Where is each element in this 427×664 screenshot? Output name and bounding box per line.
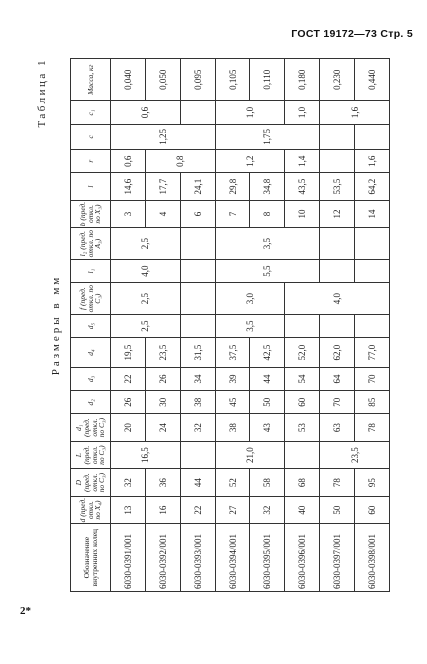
cell-d4: 19,5 [111,338,146,368]
cell-D: 68 [285,469,320,496]
cell-designation: 6030-0391/001 [111,524,146,592]
cell-designation: 6030-0396/001 [285,524,320,592]
cell-b: 4 [145,200,180,227]
cell-mass: 0,110 [250,59,285,101]
cell-l2 [320,228,355,260]
header-d2: d₂ [71,391,111,414]
cell-c: 1,25 [111,124,216,149]
cell-d3: 54 [285,367,320,390]
cell-d2: 45 [215,391,250,414]
cell-d1: 78 [355,414,390,441]
cell-mass: 0,050 [145,59,180,101]
cell-d2: 50 [250,391,285,414]
footer-mark: 2* [20,605,31,617]
cell-mass: 0,440 [355,59,390,101]
header-mass: Масса, кг [71,59,111,101]
cell-d3: 70 [355,367,390,390]
cell-d5 [355,314,390,337]
cell-c1: 0,6 [111,101,181,124]
cell-l1 [355,260,390,283]
header-b: b (пред. откл. по X₃) [71,200,111,227]
cell-b: 3 [111,200,146,227]
cell-d3: 64 [320,367,355,390]
header-L: L (пред. откл. по C₃) [71,441,111,468]
cell-L: 16,5 [111,441,181,468]
cell-b: 12 [320,200,355,227]
page-header: ГОСТ 19172—73 Стр. 5 [291,28,413,40]
header-D: D (пред. откл. по C₃) [71,469,111,496]
cell-D: 58 [250,469,285,496]
table-row [215,59,250,592]
cell-d3: 26 [145,367,180,390]
cell-d: 16 [145,496,180,523]
cell-mass: 0,230 [320,59,355,101]
header-d3: d₃ [71,367,111,390]
header-l2: l₂ (пред. откл. по A₃) [71,228,111,260]
cell-mass: 0,105 [215,59,250,101]
table-row [355,59,390,592]
cell-d2: 26 [111,391,146,414]
cell-d5: 3,5 [215,314,285,337]
cell-d1: 63 [320,414,355,441]
cell-l: 53,5 [320,173,355,200]
cell-l: 24,1 [180,173,215,200]
header-d: d (пред. откл. по X₄) [71,496,111,523]
cell-r: 0,6 [111,150,146,173]
cell-d4: 37,5 [215,338,250,368]
cell-d4: 23,5 [145,338,180,368]
cell-d: 32 [250,496,285,523]
cell-l: 34,8 [250,173,285,200]
cell-d2: 70 [320,391,355,414]
cell-c1 [180,101,215,124]
cell-D: 44 [180,469,215,496]
cell-d4: 31,5 [180,338,215,368]
cell-D: 78 [320,469,355,496]
cell-d5 [320,314,355,337]
cell-mass: 0,095 [180,59,215,101]
header-c1: c₁ [71,101,111,124]
cell-d3: 34 [180,367,215,390]
table-header-row [71,59,111,592]
cell-l1 [320,260,355,283]
cell-c1: 1,0 [215,101,285,124]
cell-c: 1,75 [215,124,320,149]
cell-L [180,441,215,468]
cell-L: 23,5 [320,441,390,468]
cell-l2 [355,228,390,260]
cell-d1: 38 [215,414,250,441]
cell-l: 17,7 [145,173,180,200]
cell-d1: 32 [180,414,215,441]
cell-d2: 60 [285,391,320,414]
cell-d4: 77,0 [355,338,390,368]
table-number-label: Таблица 1 [36,58,48,128]
cell-designation: 6030-0397/001 [320,524,355,592]
cell-d: 27 [215,496,250,523]
table-title: Размеры в мм [50,274,62,376]
cell-D: 52 [215,469,250,496]
cell-d: 50 [320,496,355,523]
table-row [320,59,355,592]
cell-l: 43,5 [285,173,320,200]
cell-d1: 53 [285,414,320,441]
cell-f [180,283,215,315]
cell-b: 10 [285,200,320,227]
cell-b: 14 [355,200,390,227]
dimensions-table [70,58,390,592]
cell-b: 6 [180,200,215,227]
cell-l2 [180,228,215,260]
cell-c1: 1,6 [320,101,390,124]
cell-d: 13 [111,496,146,523]
header-designation: Обозначение внутренних колец [71,524,111,592]
table-row [111,59,146,592]
cell-l2: 2,5 [111,228,181,260]
cell-d2: 85 [355,391,390,414]
cell-l: 64,2 [355,173,390,200]
header-c: c [71,124,111,149]
cell-l1: 4,0 [111,260,181,283]
cell-l1 [180,260,215,283]
cell-designation: 6030-0395/001 [250,524,285,592]
cell-d: 60 [355,496,390,523]
cell-l: 29,8 [215,173,250,200]
cell-d: 22 [180,496,215,523]
cell-c [320,124,355,149]
cell-designation: 6030-0394/001 [215,524,250,592]
header-l1: l₁ [71,260,111,283]
cell-r: 0,8 [145,150,215,173]
cell-d4: 62,0 [320,338,355,368]
cell-l: 14,6 [111,173,146,200]
cell-d2: 38 [180,391,215,414]
header-d4: d₄ [71,338,111,368]
cell-c1: 1,0 [285,101,320,124]
cell-d5 [180,314,215,337]
cell-L [285,441,320,468]
cell-designation: 6030-0392/001 [145,524,180,592]
cell-mass: 0,040 [111,59,146,101]
cell-d3: 44 [250,367,285,390]
cell-l1: 5,5 [215,260,320,283]
cell-l2: 3,5 [215,228,320,260]
cell-r [320,150,355,173]
header-f: f (пред. откл. по C₃) [71,283,111,315]
cell-d4: 52,0 [285,338,320,368]
cell-d1: 43 [250,414,285,441]
cell-L: 21,0 [215,441,285,468]
cell-d3: 39 [215,367,250,390]
cell-D: 32 [111,469,146,496]
cell-d1: 20 [111,414,146,441]
cell-f: 2,5 [111,283,181,315]
cell-D: 36 [145,469,180,496]
cell-designation: 6030-0393/001 [180,524,215,592]
cell-b: 7 [215,200,250,227]
cell-c [355,124,390,149]
cell-D: 95 [355,469,390,496]
cell-r: 1,4 [285,150,320,173]
cell-b: 8 [250,200,285,227]
cell-mass: 0,180 [285,59,320,101]
cell-d4: 42,5 [250,338,285,368]
header-d5: d₅ [71,314,111,337]
header-r: r [71,150,111,173]
cell-f: 4,0 [285,283,390,315]
rotated-table-block [36,58,390,592]
cell-designation: 6030-0398/001 [355,524,390,592]
cell-f: 3,0 [215,283,285,315]
cell-d5: 2,5 [111,314,181,337]
cell-d3: 22 [111,367,146,390]
cell-r: 1,2 [215,150,285,173]
cell-d2: 30 [145,391,180,414]
cell-d1: 24 [145,414,180,441]
header-l: l [71,173,111,200]
header-d1: d₁ (пред. откл. по C₃) [71,414,111,441]
cell-r: 1,6 [355,150,390,173]
cell-d5 [285,314,320,337]
cell-d: 40 [285,496,320,523]
